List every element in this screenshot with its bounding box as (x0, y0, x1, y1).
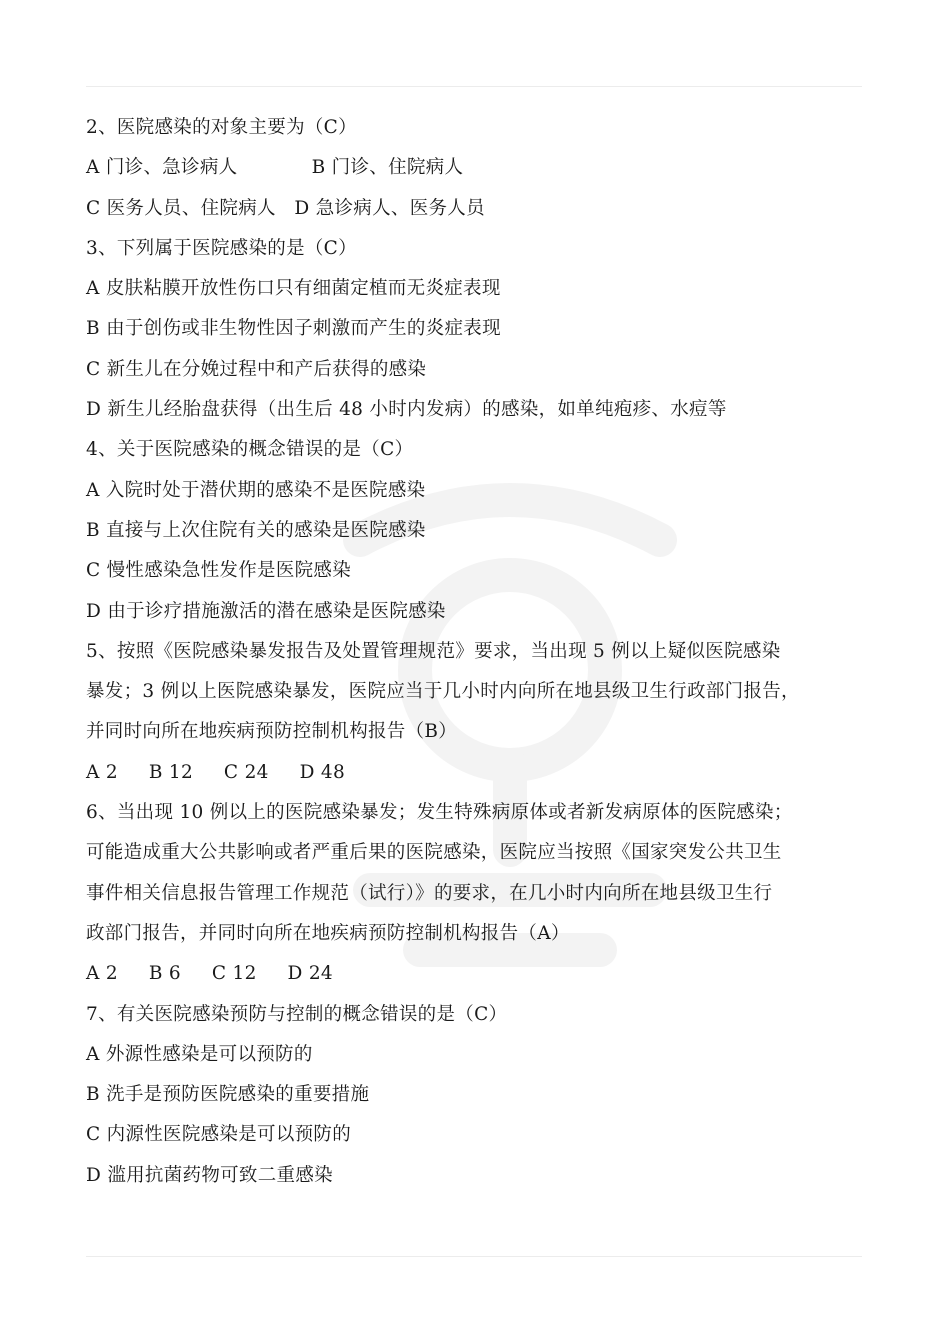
question-4-option-d: D 由于诊疗措施激活的潜在感染是医院感染 (86, 600, 446, 622)
question-4-option-c: C 慢性感染急性发作是医院感染 (86, 560, 352, 582)
question-3-option-d: D 新生儿经胎盘获得（出生后 48 小时内发病）的感染，如单纯疱疹、水痘等 (86, 399, 727, 421)
question-3-option-a: A 皮肤粘膜开放性伤口只有细菌定植而无炎症表现 (86, 278, 501, 300)
footer-rule (86, 1256, 862, 1257)
question-2-options-cd: C 医务人员、住院病人 D 急诊病人、医务人员 (86, 197, 485, 219)
question-5-stem-line-3: 并同时向所在地疾病预防控制机构报告（B） (86, 721, 458, 743)
question-4-option-a: A 入院时处于潜伏期的感染不是医院感染 (86, 479, 426, 501)
question-3-option-b: B 由于创伤或非生物性因子刺激而产生的炎症表现 (86, 318, 501, 340)
question-2-options-ab: A 门诊、急诊病人 B 门诊、住院病人 (86, 157, 464, 179)
question-list (86, 108, 876, 1196)
question-3-option-c: C 新生儿在分娩过程中和产后获得的感染 (86, 358, 427, 380)
question-6-stem-line-3: 事件相关信息报告管理工作规范（试行）》的要求，在几小时内向所在地县级卫生行 (86, 882, 773, 904)
question-6-options: A 2 B 6 C 12 D 24 (86, 963, 333, 985)
question-7-option-d: D 滥用抗菌药物可致二重感染 (86, 1164, 333, 1186)
question-5-options: A 2 B 12 C 24 D 48 (86, 761, 346, 783)
question-3-stem: 3、下列属于医院感染的是（C） (86, 237, 357, 259)
question-7-option-a: A 外源性感染是可以预防的 (86, 1043, 313, 1065)
question-2-stem: 2、医院感染的对象主要为（C） (86, 117, 357, 138)
question-6-stem-line-2: 可能造成重大公共影响或者严重后果的医院感染，医院应当按照《国家突发公共卫生 (86, 842, 782, 864)
question-6-stem-line-4: 政部门报告，并同时向所在地疾病预防控制机构报告（A） (86, 922, 570, 944)
question-4-stem: 4、关于医院感染的概念错误的是（C） (86, 439, 414, 461)
question-5-stem-line-1: 5、按照《医院感染暴发报告及处置管理规范》要求，当出现 5 例以上疑似医院感染 (86, 640, 781, 662)
question-7-option-b: B 洗手是预防医院感染的重要措施 (86, 1084, 370, 1106)
question-7-option-c: C 内源性医院感染是可以预防的 (86, 1124, 352, 1146)
question-4-option-b: B 直接与上次住院有关的感染是医院感染 (86, 519, 426, 541)
question-6-stem-line-1: 6、当出现 10 例以上的医院感染暴发；发生特殊病原体或者新发病原体的医院感染； (86, 802, 793, 824)
question-5-stem-line-2: 暴发；3 例以上医院感染暴发，医院应当于几小时内向所在地县级卫生行政部门报告， (86, 681, 800, 703)
header-rule (86, 86, 862, 87)
question-7-stem: 7、有关医院感染预防与控制的概念错误的是（C） (86, 1003, 508, 1025)
